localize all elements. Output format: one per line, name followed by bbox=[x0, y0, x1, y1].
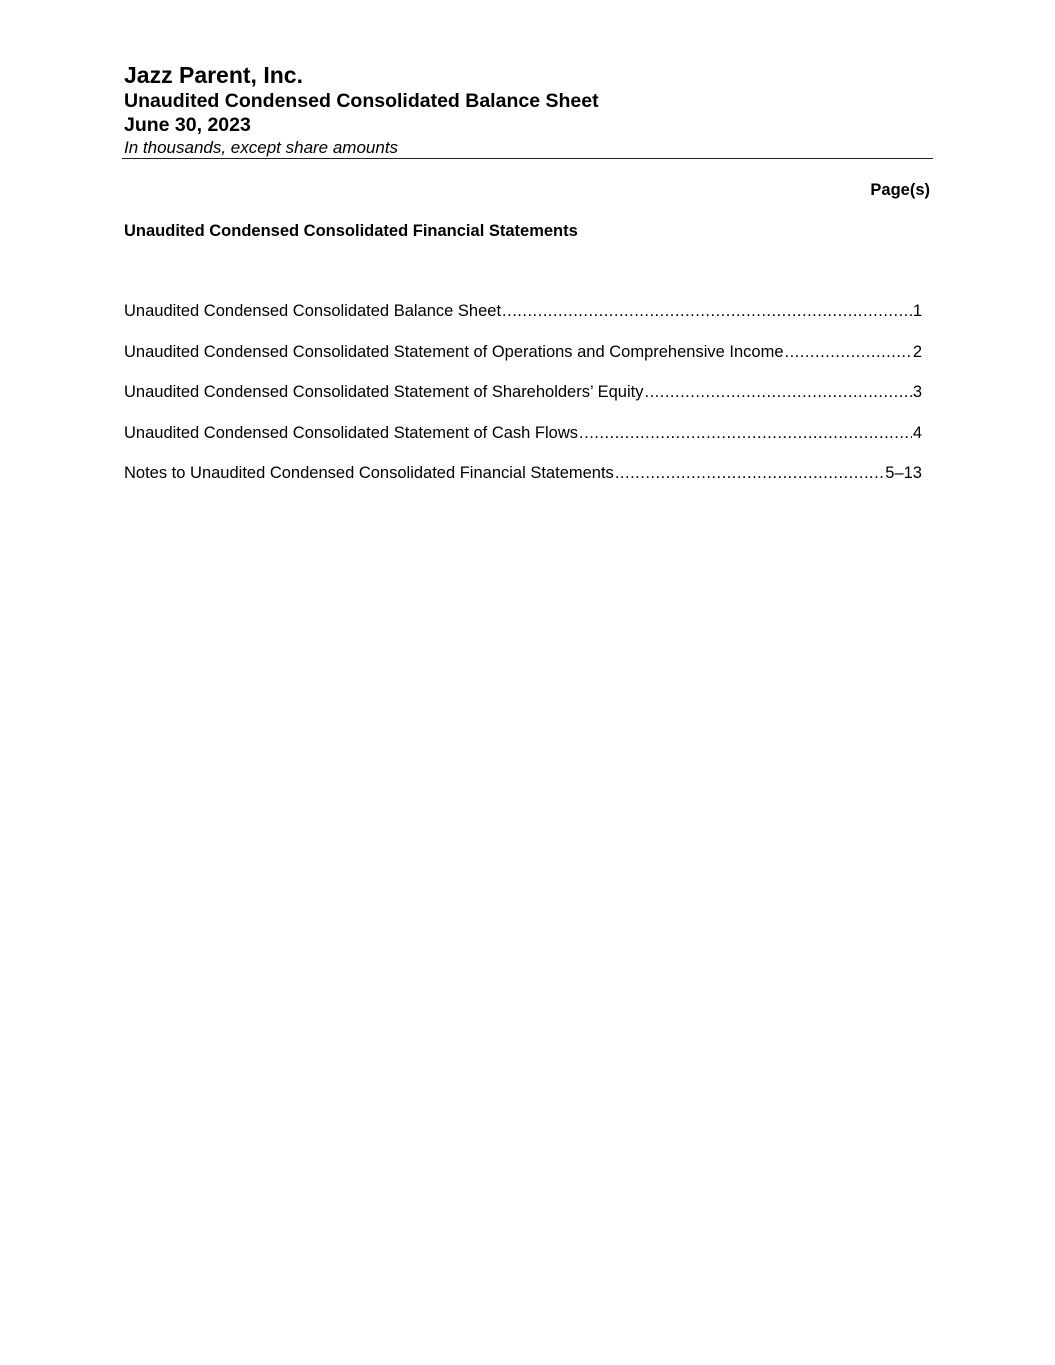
toc-entry-title: Unaudited Condensed Consolidated Statement of Shareholders’ Equity bbox=[124, 383, 644, 401]
toc-dot-leader bbox=[785, 343, 912, 362]
toc-entry bbox=[124, 464, 922, 505]
toc-dot-leader bbox=[579, 424, 912, 443]
toc-entry-title: Unaudited Condensed Consolidated Statement of Operations and Comprehensive Income bbox=[124, 342, 784, 361]
units-note: In thousands, except share amounts bbox=[124, 138, 399, 157]
toc-entry-title: Unaudited Condensed Consolidated Balance Sheet bbox=[124, 302, 502, 320]
toc-entry-page: 2 bbox=[912, 342, 922, 361]
header-divider bbox=[122, 158, 933, 159]
toc-entry bbox=[124, 424, 922, 465]
toc-entry bbox=[124, 343, 922, 384]
toc-dot-leader bbox=[615, 464, 884, 483]
toc-entry-page: 5–13 bbox=[885, 464, 922, 482]
page-header bbox=[124, 62, 933, 158]
table-of-contents bbox=[124, 302, 922, 505]
company-name: Jazz Parent, Inc. bbox=[124, 62, 303, 88]
toc-entry bbox=[124, 383, 922, 424]
toc-entry-page: 1 bbox=[912, 302, 922, 320]
toc-entry-title: Notes to Unaudited Condensed Consolidated Financial Statements bbox=[124, 464, 614, 482]
toc-entry-title: Unaudited Condensed Consolidated Statement of Cash Flows bbox=[124, 423, 579, 442]
document-title: Unaudited Condensed Consolidated Balance Sheet bbox=[124, 90, 599, 112]
toc-entry-page: 3 bbox=[912, 383, 922, 401]
toc-dot-leader bbox=[502, 302, 912, 321]
pages-column-heading: Page(s) bbox=[870, 181, 930, 199]
toc-section-heading: Unaudited Condensed Consolidated Financial Statements bbox=[124, 222, 578, 240]
toc-entry bbox=[124, 302, 922, 343]
toc-entry-page: 4 bbox=[912, 423, 922, 442]
document-date: June 30, 2023 bbox=[124, 114, 251, 136]
toc-dot-leader bbox=[644, 383, 911, 402]
